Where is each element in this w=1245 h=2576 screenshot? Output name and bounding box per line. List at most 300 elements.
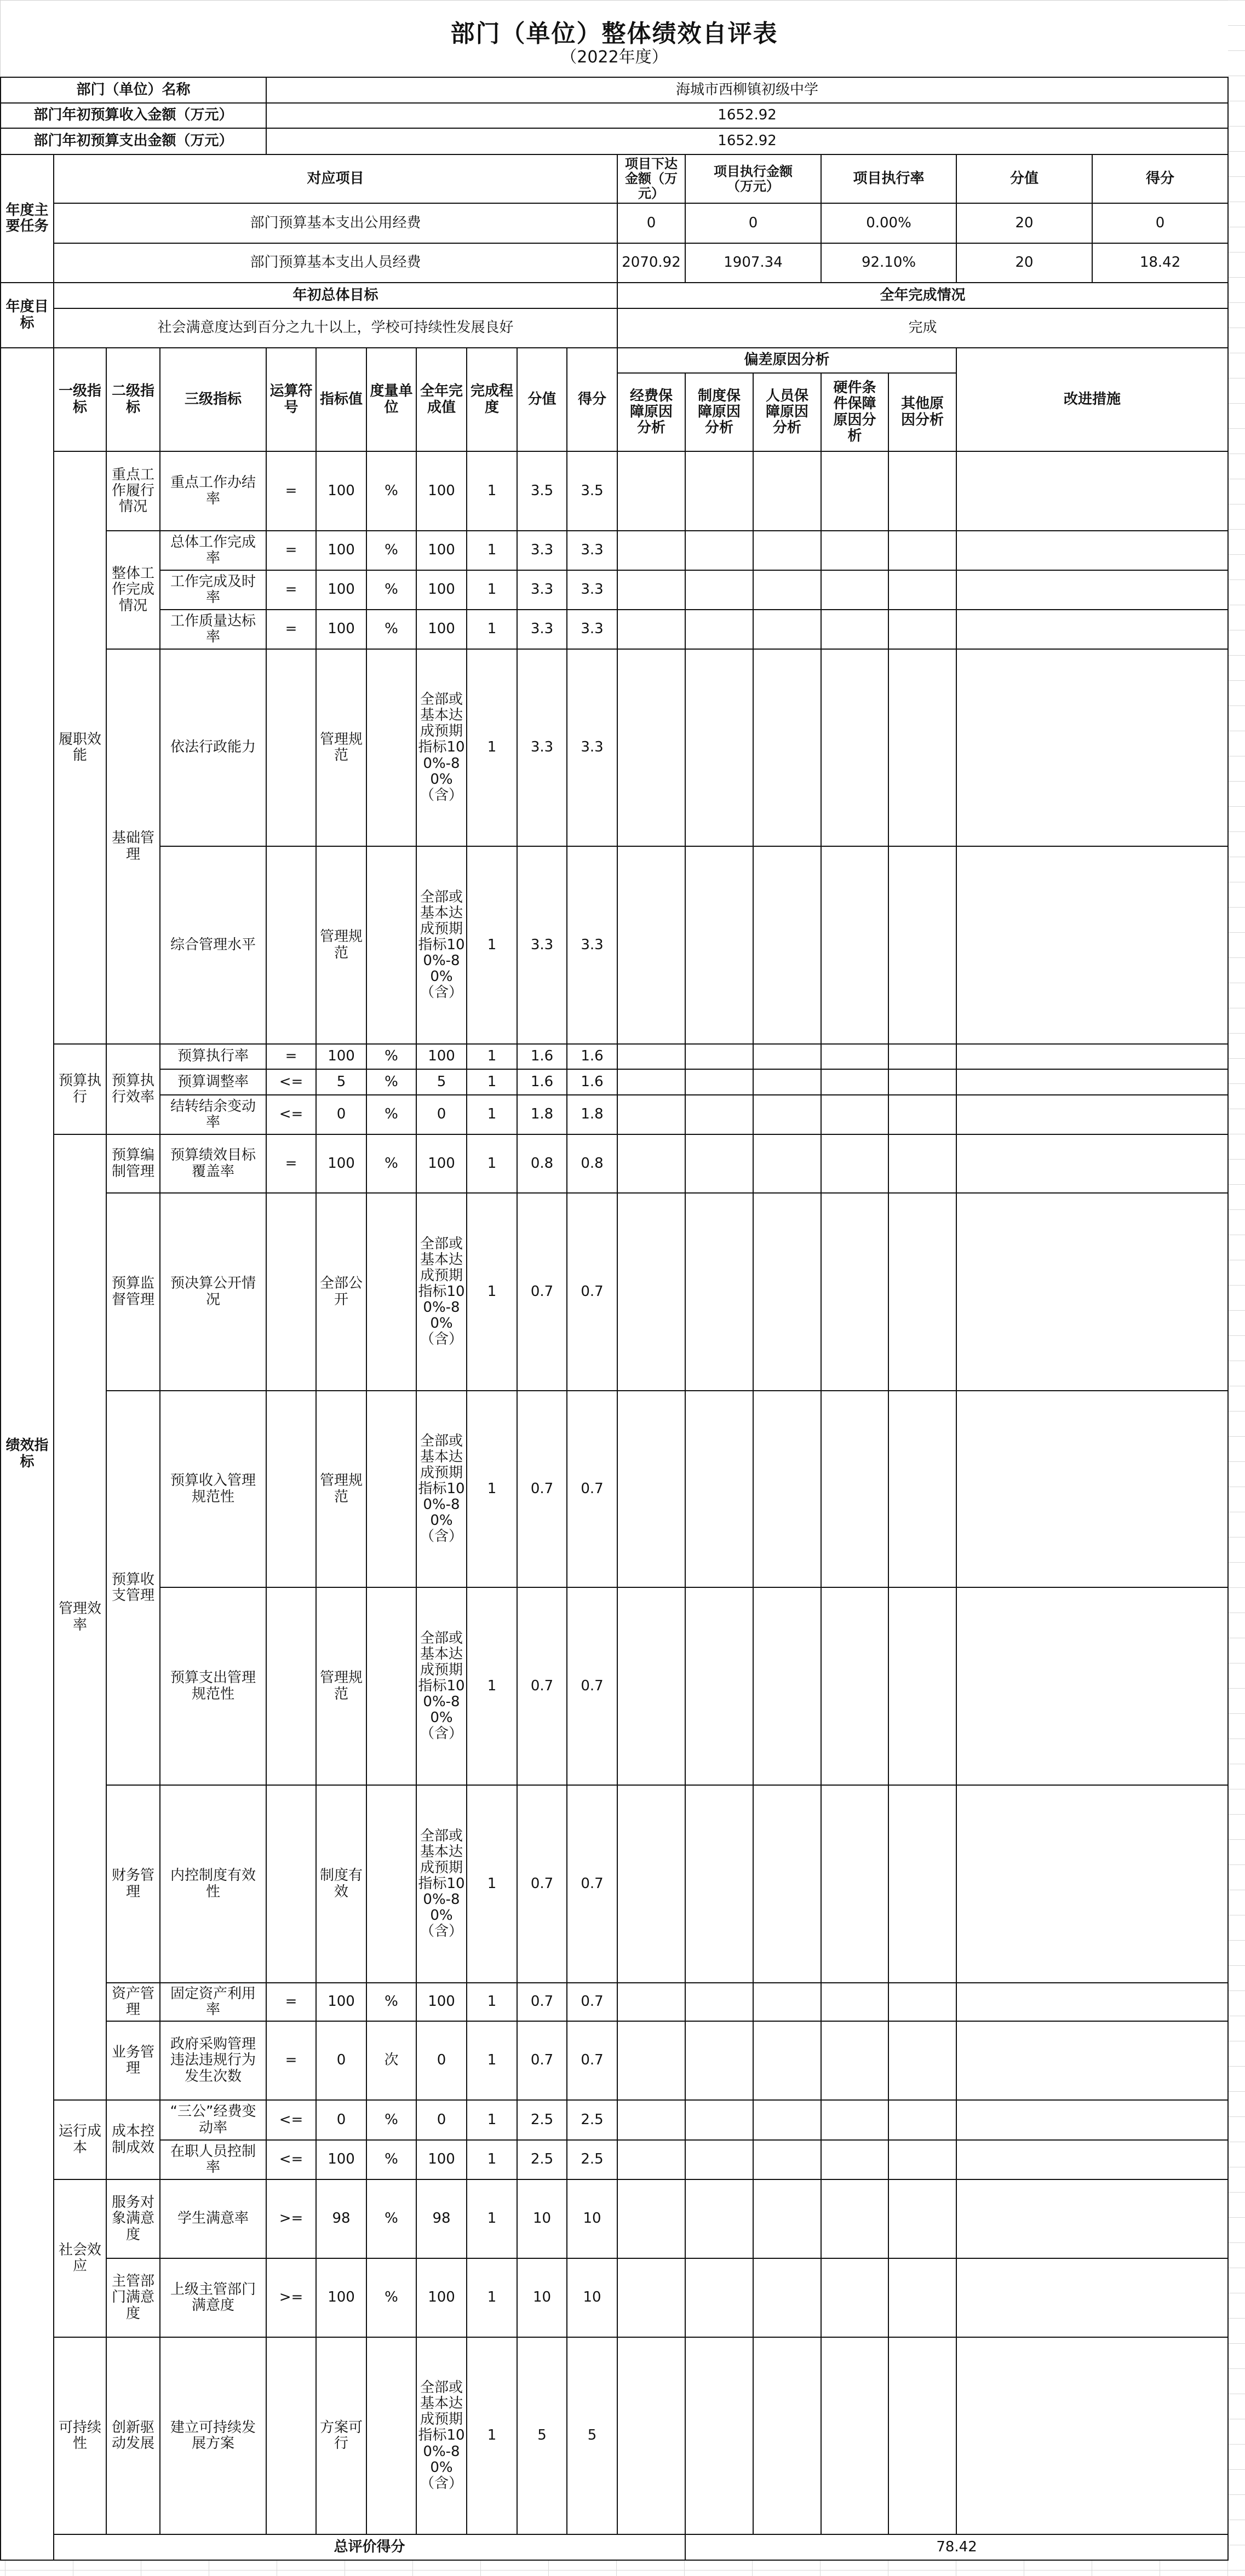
header-operator: 运算符号 <box>266 348 316 451</box>
weight-cell: 5 <box>517 2337 567 2534</box>
tasks-header-executed: 项目执行金额（万元） <box>685 154 821 203</box>
improvement-cell <box>956 531 1228 570</box>
level2-cell: 预算执行效率 <box>106 1044 160 1134</box>
actual-cell: 100 <box>416 570 467 610</box>
weight-cell: 3.3 <box>517 846 567 1044</box>
unit-cell: % <box>366 451 416 531</box>
actual-cell: 全部或基本达成预期指标100%-80%（含） <box>416 1391 467 1587</box>
dev-staff-cell <box>753 610 821 649</box>
level3-cell: 预算支出管理规范性 <box>160 1587 266 1785</box>
operator-cell: = <box>266 1044 316 1069</box>
level1-cell: 运行成本 <box>54 2100 106 2179</box>
operator-cell <box>266 1785 316 1983</box>
dev-staff-cell <box>753 2021 821 2100</box>
dev-other-cell <box>888 2100 956 2140</box>
indicator-row <box>1 1134 1228 1193</box>
dev-funding-cell <box>617 451 685 531</box>
dev-staff-cell <box>753 1391 821 1587</box>
task-executed: 0 <box>685 203 821 243</box>
improvement-cell <box>956 1983 1228 2021</box>
header-level2: 二级指标 <box>106 348 160 451</box>
operator-cell: <= <box>266 2140 316 2179</box>
operator-cell <box>266 1193 316 1391</box>
target-cell: 0 <box>316 2021 366 2100</box>
target-cell: 98 <box>316 2179 366 2258</box>
level2-cell: 预算监督管理 <box>106 1193 160 1391</box>
score-cell: 0.8 <box>567 1134 617 1193</box>
indicator-row <box>1 451 1228 531</box>
unit-cell: % <box>366 1095 416 1134</box>
level3-cell: 预算收入管理规范性 <box>160 1391 266 1587</box>
completion-cell: 1 <box>467 531 517 570</box>
score-cell: 3.3 <box>567 846 617 1044</box>
indicator-row <box>1 2140 1228 2179</box>
level3-cell: 上级主管部门满意度 <box>160 2258 266 2337</box>
score-cell: 2.5 <box>567 2140 617 2179</box>
dev-other-cell <box>888 1391 956 1587</box>
task-project: 部门预算基本支出公用经费 <box>54 203 617 243</box>
dev-system-cell <box>685 2140 753 2179</box>
level3-cell: 预算绩效目标覆盖率 <box>160 1134 266 1193</box>
task-rate: 92.10% <box>821 243 956 283</box>
level2-cell: 基础管理 <box>106 649 160 1044</box>
weight-cell: 2.5 <box>517 2140 567 2179</box>
level2-cell: 主管部门满意度 <box>106 2258 160 2337</box>
improvement-cell <box>956 1069 1228 1095</box>
dev-system-cell <box>685 1785 753 1983</box>
level3-cell: 总体工作完成率 <box>160 531 266 570</box>
target-cell: 5 <box>316 1069 366 1095</box>
score-cell: 3.5 <box>567 451 617 531</box>
level3-cell: 工作质量达标率 <box>160 610 266 649</box>
level1-cell: 可持续性 <box>54 2337 106 2534</box>
actual-cell: 全部或基本达成预期指标100%-80%（含） <box>416 1587 467 1785</box>
unit-cell: % <box>366 610 416 649</box>
actual-cell: 100 <box>416 610 467 649</box>
weight-cell: 0.7 <box>517 1785 567 1983</box>
dev-funding-cell <box>617 1193 685 1391</box>
improvement-cell <box>956 451 1228 531</box>
dev-staff-cell <box>753 1193 821 1391</box>
indicator-row <box>1 1983 1228 2021</box>
completion-cell: 1 <box>467 1785 517 1983</box>
completion-cell: 1 <box>467 570 517 610</box>
target-cell: 全部公开 <box>316 1193 366 1391</box>
completion-cell: 1 <box>467 1587 517 1785</box>
indicator-row <box>1 846 1228 1044</box>
level3-cell: 综合管理水平 <box>160 846 266 1044</box>
dev-hardware-cell <box>821 1983 888 2021</box>
dev-other-cell <box>888 1095 956 1134</box>
operator-cell: = <box>266 1134 316 1193</box>
dev-hardware-cell <box>821 2179 888 2258</box>
page-title: 部门（单位）整体绩效自评表 <box>450 20 778 48</box>
weight-cell: 0.7 <box>517 1193 567 1391</box>
dev-other-cell <box>888 1785 956 1983</box>
improvement-cell <box>956 1785 1228 1983</box>
target-cell: 100 <box>316 451 366 531</box>
level3-cell: 建立可持续发展方案 <box>160 2337 266 2534</box>
indicator-row <box>1 2337 1228 2534</box>
level3-cell: 在职人员控制率 <box>160 2140 266 2179</box>
dev-staff-cell <box>753 1785 821 1983</box>
weight-cell: 3.3 <box>517 570 567 610</box>
dev-staff-cell <box>753 1587 821 1785</box>
weight-cell: 10 <box>517 2258 567 2337</box>
dev-other-cell <box>888 1193 956 1391</box>
task-score: 0 <box>1092 203 1228 243</box>
header-dev-hardware: 硬件条件保障原因分析 <box>821 373 888 451</box>
actual-cell: 0 <box>416 2100 467 2140</box>
dev-other-cell <box>888 1044 956 1069</box>
indicator-row <box>1 610 1228 649</box>
weight-cell: 0.7 <box>517 1391 567 1587</box>
budget-expense-value: 1652.92 <box>266 128 1228 154</box>
dev-staff-cell <box>753 451 821 531</box>
operator-cell: = <box>266 1983 316 2021</box>
dev-funding-cell <box>617 1134 685 1193</box>
improvement-cell <box>956 2258 1228 2337</box>
target-cell: 0 <box>316 1095 366 1134</box>
level1-cell: 社会效应 <box>54 2179 106 2337</box>
completion-cell: 1 <box>467 846 517 1044</box>
dev-other-cell <box>888 1587 956 1785</box>
improvement-cell <box>956 2337 1228 2534</box>
actual-cell: 全部或基本达成预期指标100%-80%（含） <box>416 846 467 1044</box>
budget-income-value: 1652.92 <box>266 103 1228 128</box>
dev-staff-cell <box>753 846 821 1044</box>
operator-cell <box>266 2337 316 2534</box>
dev-hardware-cell <box>821 2140 888 2179</box>
dev-hardware-cell <box>821 649 888 846</box>
dev-hardware-cell <box>821 2258 888 2337</box>
dev-other-cell <box>888 2258 956 2337</box>
dev-system-cell <box>685 1095 753 1134</box>
dev-other-cell <box>888 2179 956 2258</box>
dev-system-cell <box>685 531 753 570</box>
score-cell: 0.7 <box>567 1785 617 1983</box>
actual-cell: 98 <box>416 2179 467 2258</box>
indicator-row <box>1 2258 1228 2337</box>
dev-system-cell <box>685 1391 753 1587</box>
improvement-cell <box>956 1391 1228 1587</box>
dev-other-cell <box>888 2140 956 2179</box>
target-cell: 管理规范 <box>316 1391 366 1587</box>
score-cell: 10 <box>567 2258 617 2337</box>
operator-cell: >= <box>266 2258 316 2337</box>
improvement-cell <box>956 1095 1228 1134</box>
improvement-cell <box>956 2179 1228 2258</box>
header-weight: 分值 <box>517 348 567 451</box>
unit-cell <box>366 2337 416 2534</box>
completion-cell: 1 <box>467 1069 517 1095</box>
dev-hardware-cell <box>821 1193 888 1391</box>
dev-other-cell <box>888 1983 956 2021</box>
dev-funding-cell <box>617 2140 685 2179</box>
completion-cell: 1 <box>467 1983 517 2021</box>
score-cell: 3.3 <box>567 649 617 846</box>
actual-cell: 0 <box>416 1095 467 1134</box>
improvement-cell <box>956 570 1228 610</box>
level3-cell: 结转结余变动率 <box>160 1095 266 1134</box>
goals-section-label: 年度目标 <box>1 283 54 348</box>
task-rate: 0.00% <box>821 203 956 243</box>
dev-other-cell <box>888 610 956 649</box>
header-completion: 完成程度 <box>467 348 517 451</box>
dev-funding-cell <box>617 1095 685 1134</box>
improvement-cell <box>956 2021 1228 2100</box>
page-subtitle: （2022年度） <box>560 48 668 67</box>
indicator-row <box>1 1587 1228 1785</box>
unit-cell: % <box>366 570 416 610</box>
completion-cell: 1 <box>467 2140 517 2179</box>
tasks-header-weight: 分值 <box>956 154 1092 203</box>
level2-cell: 重点工作履行情况 <box>106 451 160 531</box>
target-cell: 100 <box>316 2140 366 2179</box>
indicator-row <box>1 649 1228 846</box>
target-cell: 100 <box>316 2258 366 2337</box>
tasks-section-label: 年度主要任务 <box>1 154 54 283</box>
actual-cell: 100 <box>416 531 467 570</box>
dev-funding-cell <box>617 1069 685 1095</box>
weight-cell: 0.7 <box>517 2021 567 2100</box>
target-cell: 方案可行 <box>316 2337 366 2534</box>
unit-cell <box>366 1587 416 1785</box>
unit-cell <box>366 649 416 846</box>
dev-system-cell <box>685 1044 753 1069</box>
dev-system-cell <box>685 1587 753 1785</box>
target-cell: 管理规范 <box>316 846 366 1044</box>
indicator-row <box>1 1069 1228 1095</box>
dev-funding-cell <box>617 1983 685 2021</box>
operator-cell: = <box>266 2021 316 2100</box>
dev-system-cell <box>685 1134 753 1193</box>
dev-funding-cell <box>617 531 685 570</box>
dev-other-cell <box>888 1134 956 1193</box>
level3-cell: 预决算公开情况 <box>160 1193 266 1391</box>
operator-cell <box>266 649 316 846</box>
dev-funding-cell <box>617 1391 685 1587</box>
improvement-cell <box>956 1193 1228 1391</box>
dev-staff-cell <box>753 1069 821 1095</box>
weight-cell: 3.3 <box>517 649 567 846</box>
improvement-cell <box>956 2100 1228 2140</box>
level3-cell: 固定资产利用率 <box>160 1983 266 2021</box>
dev-funding-cell <box>617 2179 685 2258</box>
dev-funding-cell <box>617 2258 685 2337</box>
completion-cell: 1 <box>467 2258 517 2337</box>
dev-other-cell <box>888 2021 956 2100</box>
operator-cell: <= <box>266 2100 316 2140</box>
task-allocated: 0 <box>617 203 685 243</box>
actual-cell: 100 <box>416 1134 467 1193</box>
weight-cell: 0.7 <box>517 1587 567 1785</box>
level2-cell: 整体工作完成情况 <box>106 531 160 649</box>
indicator-row <box>1 1391 1228 1587</box>
dev-other-cell <box>888 1069 956 1095</box>
score-cell: 0.7 <box>567 1193 617 1391</box>
unit-cell: % <box>366 1044 416 1069</box>
tasks-header-project: 对应项目 <box>54 154 617 203</box>
weight-cell: 3.3 <box>517 610 567 649</box>
title-block <box>0 0 1228 77</box>
dev-hardware-cell <box>821 1587 888 1785</box>
dev-funding-cell <box>617 846 685 1044</box>
dept-name-label: 部门（单位）名称 <box>1 77 266 103</box>
completion-cell: 1 <box>467 2179 517 2258</box>
dev-system-cell <box>685 2021 753 2100</box>
operator-cell: = <box>266 451 316 531</box>
unit-cell <box>366 1193 416 1391</box>
dev-system-cell <box>685 2179 753 2258</box>
unit-cell <box>366 846 416 1044</box>
header-dev-other: 其他原因分析 <box>888 373 956 451</box>
weight-cell: 0.8 <box>517 1134 567 1193</box>
completion-cell: 1 <box>467 1134 517 1193</box>
header-deviation: 偏差原因分析 <box>617 348 956 373</box>
dev-hardware-cell <box>821 451 888 531</box>
weight-cell: 3.3 <box>517 531 567 570</box>
level2-cell: 预算收支管理 <box>106 1391 160 1785</box>
dev-staff-cell <box>753 2337 821 2534</box>
header-level3: 三级指标 <box>160 348 266 451</box>
dev-hardware-cell <box>821 846 888 1044</box>
dev-funding-cell <box>617 1044 685 1069</box>
dev-system-cell <box>685 1193 753 1391</box>
unit-cell: % <box>366 2100 416 2140</box>
task-executed: 1907.34 <box>685 243 821 283</box>
header-dev-funding: 经费保障原因分析 <box>617 373 685 451</box>
dev-funding-cell <box>617 2021 685 2100</box>
dev-funding-cell <box>617 2337 685 2534</box>
operator-cell: <= <box>266 1069 316 1095</box>
operator-cell: <= <box>266 1095 316 1134</box>
completion-cell: 1 <box>467 451 517 531</box>
dev-system-cell <box>685 570 753 610</box>
dev-system-cell <box>685 649 753 846</box>
score-cell: 1.6 <box>567 1044 617 1069</box>
completion-cell: 1 <box>467 610 517 649</box>
actual-cell: 100 <box>416 1044 467 1069</box>
header-dev-staff: 人员保障原因分析 <box>753 373 821 451</box>
goals-header-row <box>1 283 1228 308</box>
completion-cell: 1 <box>467 1193 517 1391</box>
dev-system-cell <box>685 2337 753 2534</box>
weight-cell: 1.8 <box>517 1095 567 1134</box>
target-cell: 100 <box>316 610 366 649</box>
dev-hardware-cell <box>821 1069 888 1095</box>
indicators-header-row-1 <box>1 348 1228 373</box>
operator-cell: = <box>266 531 316 570</box>
dev-funding-cell <box>617 2100 685 2140</box>
dev-staff-cell <box>753 1095 821 1134</box>
level3-cell: 工作完成及时率 <box>160 570 266 610</box>
unit-cell: % <box>366 1134 416 1193</box>
level1-cell: 管理效率 <box>54 1134 106 2100</box>
completion-cell: 1 <box>467 649 517 846</box>
level3-cell: 学生满意率 <box>160 2179 266 2258</box>
target-cell: 制度有效 <box>316 1785 366 1983</box>
level2-cell: 服务对象满意度 <box>106 2179 160 2258</box>
level2-cell: 资产管理 <box>106 1983 160 2021</box>
dev-staff-cell <box>753 570 821 610</box>
tasks-header-allocated: 项目下达金额（万元） <box>617 154 685 203</box>
task-weight: 20 <box>956 243 1092 283</box>
score-cell: 0.7 <box>567 1983 617 2021</box>
level3-cell: 内控制度有效性 <box>160 1785 266 1983</box>
weight-cell: 3.5 <box>517 451 567 531</box>
indicator-row <box>1 1193 1228 1391</box>
indicators-section-label: 绩效指标 <box>1 348 54 2560</box>
completion-cell: 1 <box>467 2100 517 2140</box>
operator-cell: = <box>266 610 316 649</box>
actual-cell: 全部或基本达成预期指标100%-80%（含） <box>416 2337 467 2534</box>
goals-value-row <box>1 308 1228 348</box>
actual-cell: 100 <box>416 451 467 531</box>
header-level1: 一级指标 <box>54 348 106 451</box>
task-allocated: 2070.92 <box>617 243 685 283</box>
task-weight: 20 <box>956 203 1092 243</box>
dev-system-cell <box>685 1983 753 2021</box>
dev-hardware-cell <box>821 1095 888 1134</box>
tasks-header-score: 得分 <box>1092 154 1228 203</box>
weight-cell: 1.6 <box>517 1044 567 1069</box>
level1-cell: 履职效能 <box>54 451 106 1044</box>
budget-income-label: 部门年初预算收入金额（万元） <box>1 103 266 128</box>
unit-cell: % <box>366 531 416 570</box>
completion-cell: 1 <box>467 2337 517 2534</box>
improvement-cell <box>956 1587 1228 1785</box>
dev-staff-cell <box>753 531 821 570</box>
actual-cell: 全部或基本达成预期指标100%-80%（含） <box>416 649 467 846</box>
target-cell: 管理规范 <box>316 649 366 846</box>
actual-cell: 全部或基本达成预期指标100%-80%（含） <box>416 1193 467 1391</box>
actual-cell: 100 <box>416 2258 467 2337</box>
unit-cell <box>366 1785 416 1983</box>
indicator-row <box>1 1095 1228 1134</box>
total-label: 总评价得分 <box>54 2534 685 2560</box>
tasks-header-row <box>1 154 1228 203</box>
improvement-cell <box>956 649 1228 846</box>
score-cell: 0.7 <box>567 2021 617 2100</box>
operator-cell: = <box>266 570 316 610</box>
weight-cell: 2.5 <box>517 2100 567 2140</box>
level2-cell: 预算编制管理 <box>106 1134 160 1193</box>
score-cell: 1.8 <box>567 1095 617 1134</box>
goals-completion-value: 完成 <box>617 308 1228 348</box>
dev-funding-cell <box>617 610 685 649</box>
score-cell: 10 <box>567 2179 617 2258</box>
dev-hardware-cell <box>821 610 888 649</box>
dev-system-cell <box>685 610 753 649</box>
level2-cell: 创新驱动发展 <box>106 2337 160 2534</box>
task-row <box>1 203 1228 243</box>
dev-funding-cell <box>617 649 685 846</box>
tasks-header-rate: 项目执行率 <box>821 154 956 203</box>
weight-cell: 0.7 <box>517 1983 567 2021</box>
level2-cell: 成本控制成效 <box>106 2100 160 2179</box>
goals-initial-header: 年初总体目标 <box>54 283 617 308</box>
weight-cell: 10 <box>517 2179 567 2258</box>
total-value: 78.42 <box>685 2534 1228 2560</box>
header-dev-system: 制度保障原因分析 <box>685 373 753 451</box>
target-cell: 100 <box>316 570 366 610</box>
dev-other-cell <box>888 649 956 846</box>
completion-cell: 1 <box>467 1095 517 1134</box>
header-unit: 度量单位 <box>366 348 416 451</box>
score-cell: 0.7 <box>567 1391 617 1587</box>
level3-cell: “三公”经费变动率 <box>160 2100 266 2140</box>
